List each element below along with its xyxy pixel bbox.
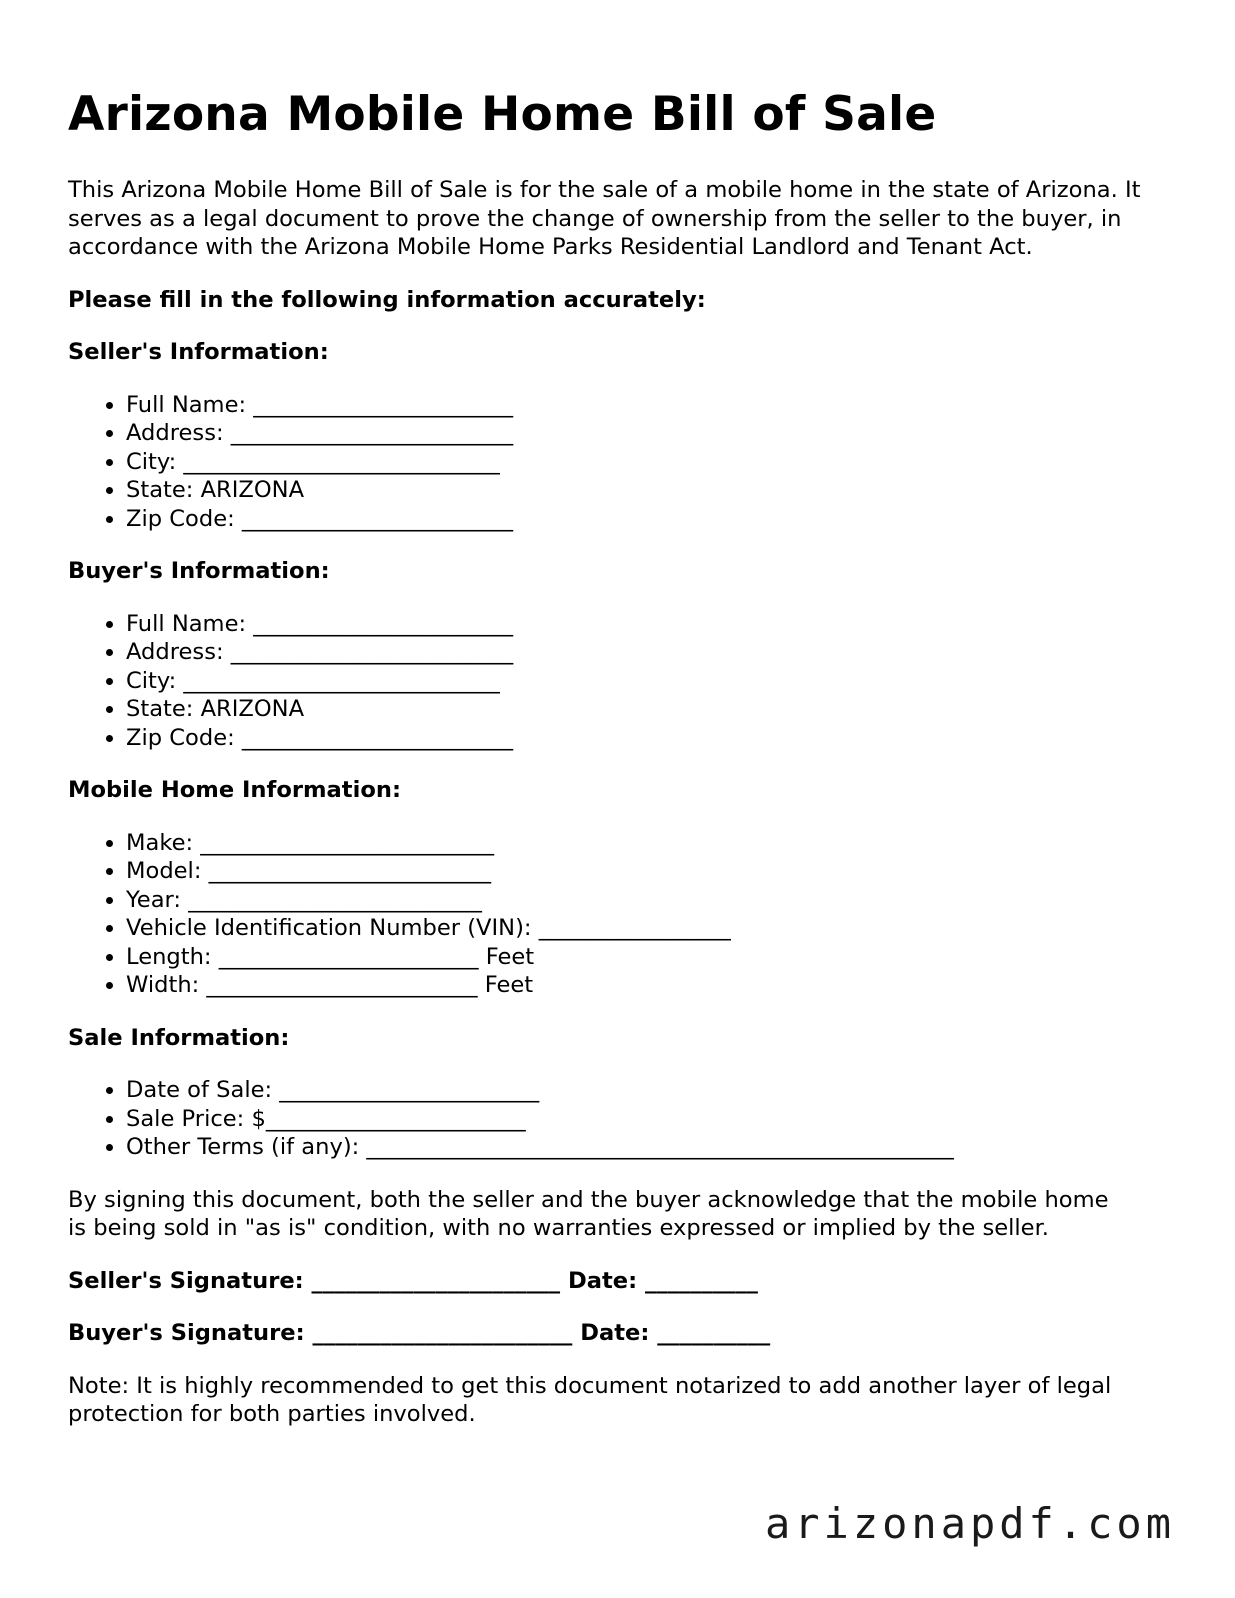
seller-state-field: • State: ARIZONA bbox=[126, 476, 1168, 505]
seller-zip-field: • Zip Code: ________________________ bbox=[126, 505, 1168, 534]
home-vin-field: • Vehicle Identification Number (VIN): _________________ bbox=[126, 914, 1168, 943]
home-width-field: • Width: ________________________ Feet bbox=[126, 971, 1168, 1000]
seller-city-field: • City: ____________________________ bbox=[126, 448, 1168, 477]
seller-info-list bbox=[68, 391, 1168, 534]
seller-section-heading: Seller's Information: bbox=[68, 339, 329, 365]
sale-other-terms-field: • Other Terms (if any): ____________________________________________________ bbox=[126, 1133, 1168, 1162]
buyer-info-list bbox=[68, 610, 1168, 753]
sale-date-field: • Date of Sale: _______________________ bbox=[126, 1076, 1168, 1105]
seller-address-field: • Address: _________________________ bbox=[126, 419, 1168, 448]
buyer-signature-line: Buyer's Signature: _______________________ Date: __________ bbox=[68, 1320, 771, 1346]
sale-price-field: • Sale Price: $_______________________ bbox=[126, 1105, 1168, 1134]
sale-info-list bbox=[68, 1076, 1168, 1162]
home-make-field: • Make: __________________________ bbox=[126, 829, 1168, 858]
document-title: Arizona Mobile Home Bill of Sale bbox=[68, 87, 937, 142]
site-watermark: arizonapdf.com bbox=[764, 1499, 1175, 1548]
buyer-city-field: • City: ____________________________ bbox=[126, 667, 1168, 696]
buyer-state-field: • State: ARIZONA bbox=[126, 695, 1168, 724]
acknowledgement-paragraph: By signing this document, both the seller and the buyer acknowledge that the mobile home is being sold in "as is" condition, with no warranties expressed or implied by the seller. bbox=[68, 1186, 1109, 1241]
intro-paragraph: This Arizona Mobile Home Bill of Sale is for the sale of a mobile home in the state of Arizona. It serves as a legal document to prove the change of ownership from the seller to the buyer, in accordance with the Arizona Mobile Home Parks Residential Landlord and Tenant Act. bbox=[68, 177, 1141, 260]
buyer-address-field: • Address: _________________________ bbox=[126, 638, 1168, 667]
home-model-field: • Model: _________________________ bbox=[126, 857, 1168, 886]
buyer-zip-field: • Zip Code: ________________________ bbox=[126, 724, 1168, 753]
document-page bbox=[68, 86, 1168, 1429]
buyer-section-heading: Buyer's Information: bbox=[68, 558, 330, 584]
seller-full-name-field: • Full Name: _______________________ bbox=[126, 391, 1168, 420]
seller-signature-line: Seller's Signature: ______________________ Date: __________ bbox=[68, 1267, 758, 1294]
notarization-note: Note: It is highly recommended to get this document notarized to add another layer of legal protection for both parties involved. bbox=[68, 1372, 1112, 1427]
home-section-heading: Mobile Home Information: bbox=[68, 777, 401, 803]
sale-section-heading: Sale Information: bbox=[68, 1024, 290, 1051]
buyer-full-name-field: • Full Name: _______________________ bbox=[126, 610, 1168, 639]
home-info-list bbox=[68, 829, 1168, 1000]
home-year-field: • Year: __________________________ bbox=[126, 886, 1168, 915]
fill-instruction: Please fill in the following information accurately: bbox=[68, 286, 706, 313]
home-length-field: • Length: _______________________ Feet bbox=[126, 943, 1168, 972]
